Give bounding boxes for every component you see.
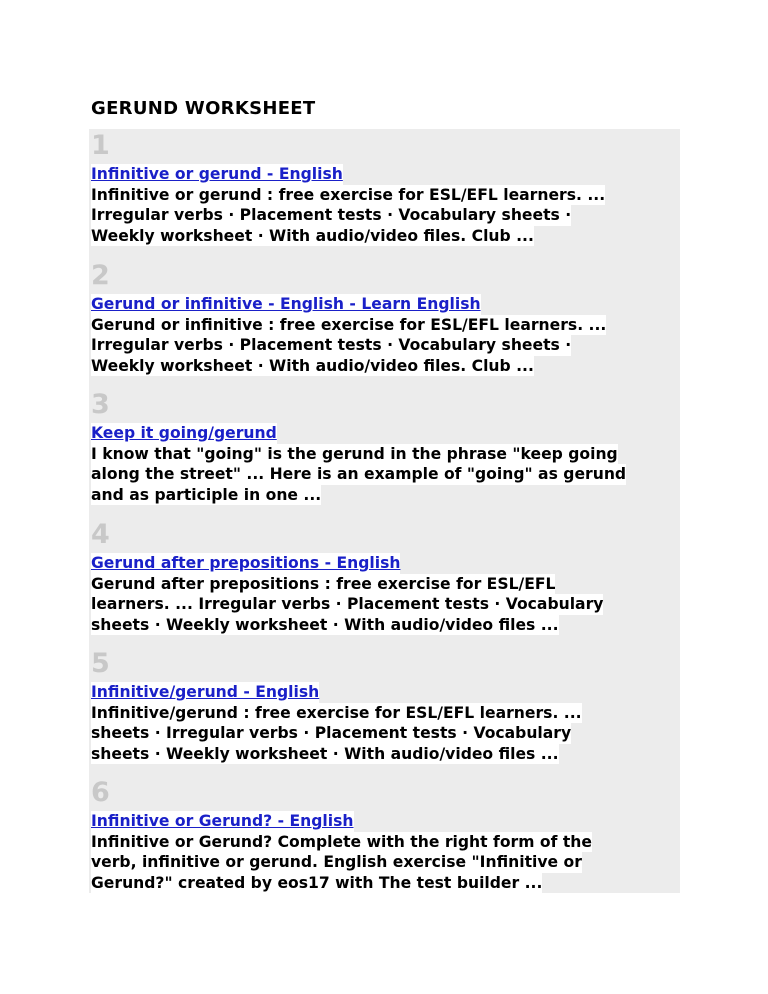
search-result: [91, 131, 680, 246]
result-snippet-line: [91, 594, 680, 615]
result-title-link[interactable]: Gerund or infinitive - English - Learn English: [91, 295, 481, 313]
snippet-text: Gerund or infinitive : free exercise for ESL/EFL learners. ...: [91, 315, 607, 334]
search-results-list: [89, 129, 680, 893]
search-result: [91, 649, 680, 764]
result-snippet-line: [91, 485, 680, 506]
result-number: 3: [91, 389, 110, 420]
result-snippet-line: [91, 464, 680, 485]
snippet-text: sheets · Weekly worksheet · With audio/video files ...: [91, 615, 559, 634]
result-number: 4: [91, 519, 110, 550]
result-snippet-line: [91, 852, 680, 873]
result-title-link[interactable]: Infinitive or gerund - English: [91, 165, 343, 183]
result-snippet-line: [91, 744, 680, 765]
result-title-link[interactable]: Infinitive/gerund - English: [91, 683, 320, 701]
snippet-text: Infinitive or gerund : free exercise for ESL/EFL learners. ...: [91, 185, 606, 204]
snippet-text: verb, infinitive or gerund. English exercise "Infinitive or: [91, 853, 582, 871]
result-snippet-line: [91, 723, 680, 744]
result-number: 2: [91, 260, 110, 291]
snippet-text: and as participle in one ...: [91, 485, 322, 504]
page-title: GERUND WORKSHEET: [91, 98, 316, 119]
result-snippet-line: [91, 615, 680, 636]
snippet-text: sheets · Weekly worksheet · With audio/video files ...: [91, 744, 559, 763]
snippet-text: learners. ... Irregular verbs · Placement tests · Vocabulary: [91, 595, 604, 613]
result-snippet-line: [91, 832, 680, 853]
result-snippet-line: [91, 226, 680, 247]
result-number: 1: [91, 130, 110, 161]
result-snippet-line: [91, 335, 680, 356]
result-title-link[interactable]: Gerund after prepositions - English: [91, 554, 401, 572]
snippet-text: sheets · Irregular verbs · Placement tests · Vocabulary: [91, 724, 572, 742]
snippet-text: Irregular verbs · Placement tests · Vocabulary sheets ·: [91, 336, 572, 354]
snippet-text: along the street" ... Here is an example of "going" as gerund: [91, 465, 627, 483]
result-snippet-line: [91, 205, 680, 226]
result-snippet-line: [91, 315, 680, 336]
result-snippet-line: [91, 703, 680, 724]
result-title-link[interactable]: Keep it going/gerund: [91, 424, 277, 442]
snippet-text: Gerund?" created by eos17 with The test builder ...: [91, 873, 543, 892]
result-number: 5: [91, 648, 110, 679]
result-snippet-line: [91, 574, 680, 595]
result-snippet-line: [91, 356, 680, 377]
search-result: [91, 261, 680, 376]
snippet-text: Infinitive or Gerund? Complete with the right form of the: [91, 832, 592, 851]
result-number: 6: [91, 777, 110, 808]
snippet-text: I know that "going" is the gerund in the phrase "keep going: [91, 444, 618, 463]
result-snippet-line: [91, 873, 680, 894]
snippet-text: Irregular verbs · Placement tests · Vocabulary sheets ·: [91, 206, 572, 224]
result-title-link[interactable]: Infinitive or Gerund? - English: [91, 812, 354, 830]
search-result: [91, 520, 680, 635]
search-result: [91, 778, 680, 893]
snippet-text: Infinitive/gerund : free exercise for ESL/EFL learners. ...: [91, 703, 582, 722]
search-result: [91, 390, 680, 505]
result-snippet-line: [91, 185, 680, 206]
snippet-text: Weekly worksheet · With audio/video files. Club ...: [91, 226, 534, 245]
snippet-text: Gerund after prepositions : free exercise for ESL/EFL: [91, 574, 556, 593]
result-snippet-line: [91, 444, 680, 465]
snippet-text: Weekly worksheet · With audio/video files. Club ...: [91, 356, 534, 375]
